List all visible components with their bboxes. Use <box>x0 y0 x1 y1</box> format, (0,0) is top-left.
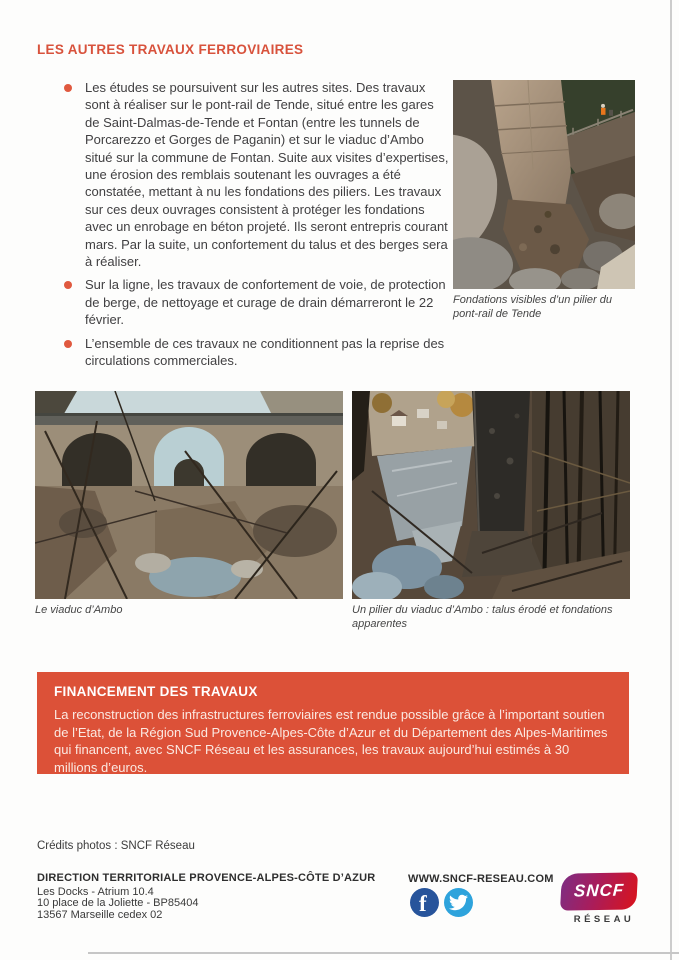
twitter-bird-glyph <box>449 894 468 911</box>
pillar-photo-illustration <box>453 80 635 289</box>
photo-pilier-viaduc-ambo <box>352 391 630 631</box>
bullet-dot-icon <box>64 281 72 289</box>
photo-pont-rail-tende <box>453 80 635 321</box>
sncf-logo-text: SNCF <box>573 880 625 901</box>
facebook-icon <box>410 888 439 917</box>
page-title: LES AUTRES TRAVAUX FERROVIAIRES <box>37 42 304 57</box>
bullet-item <box>64 276 454 328</box>
footer-address-block <box>37 872 375 921</box>
footer-address-line: 13567 Marseille cedex 02 <box>37 908 163 921</box>
photo-pilier-viaduc-ambo-image <box>352 391 630 599</box>
twitter-icon <box>444 888 473 917</box>
website-url: WWW.SNCF-RESEAU.COM <box>408 873 554 885</box>
photo-caption: Le viaduc d’Ambo <box>35 604 123 616</box>
bullet-dot-icon <box>64 84 72 92</box>
photo-viaduc-ambo <box>35 391 343 618</box>
footer-address-line: 10 place de la Joliette - BP85404 <box>37 897 199 910</box>
financement-box <box>37 672 629 774</box>
scan-artifact-line <box>670 0 672 960</box>
photo-credits: Crédits photos : SNCF Réseau <box>37 840 195 852</box>
financement-body: La reconstruction des infrastructures ferroviaires est rendue possible grâce à l’important soutien de l’Etat, de la Région Sud Provence-Alpes-Côte d’Azur et du Département des Alpes-Maritimes qui financent, avec SNCF Réseau et les assurances, les travaux aujourd’hui estimés à 30 millions d’euros. <box>54 707 608 775</box>
sncf-logo-subtitle: RÉSEAU <box>573 914 635 925</box>
bullet-text: Sur la ligne, les travaux de confortement de voie, de protection de berge, de nettoyage et curage de drain démarreront le 22 février. <box>85 277 446 328</box>
viaduct-photo-illustration <box>35 391 343 599</box>
sncf-reseau-logo <box>561 873 647 925</box>
financement-title: FINANCEMENT DES TRAVAUX <box>54 684 258 699</box>
footer-direction: DIRECTION TERRITORIALE PROVENCE-ALPES-CÔTE D’AZUR <box>37 872 376 884</box>
bullet-list <box>64 79 454 376</box>
photo-caption: Fondations visibles d’un pilier du pont-rail de Tende <box>453 294 612 320</box>
bullet-dot-icon <box>64 340 72 348</box>
sncf-logo-icon <box>560 872 638 910</box>
bullet-item <box>64 79 454 270</box>
pier-photo-illustration <box>352 391 630 599</box>
photo-caption: Un pilier du viaduc d’Ambo : talus érodé et fondations apparentes <box>352 604 613 630</box>
photo-viaduc-ambo-image <box>35 391 343 599</box>
scan-artifact-line <box>88 952 679 954</box>
bullet-text: L’ensemble de ces travaux ne conditionnent pas la reprise des circulations commerciales. <box>85 335 445 369</box>
photo-pont-rail-tende-image <box>453 80 635 289</box>
bullet-item <box>64 335 454 370</box>
bullet-text: Les études se poursuivent sur les autres sites. Des travaux sont à réaliser sur le pont-rail de Tende, situé entre les gares de Saint-Dalmas-de-Tende et Fontan (entre les tunnels de Porcarezzo et Gorges de Paganin) et sur le viaduc d’Ambo situé sur la commune de Fontan. Suite aux visites d’expertises, une érosion des remblais soutenant les ouvrages a été constatée, mettant à nu les fondations des piliers. Les travaux sur ces deux ouvrages consistent à protéger les fondations avec un enrobage en béton projeté. Ils seront entrepris courant mars. Par la suite, un confortement du talus et des berges sera à réaliser. <box>85 80 449 270</box>
facebook-f-glyph: f <box>419 891 427 916</box>
footer-address-line: Les Docks - Atrium 10.4 <box>37 886 154 898</box>
